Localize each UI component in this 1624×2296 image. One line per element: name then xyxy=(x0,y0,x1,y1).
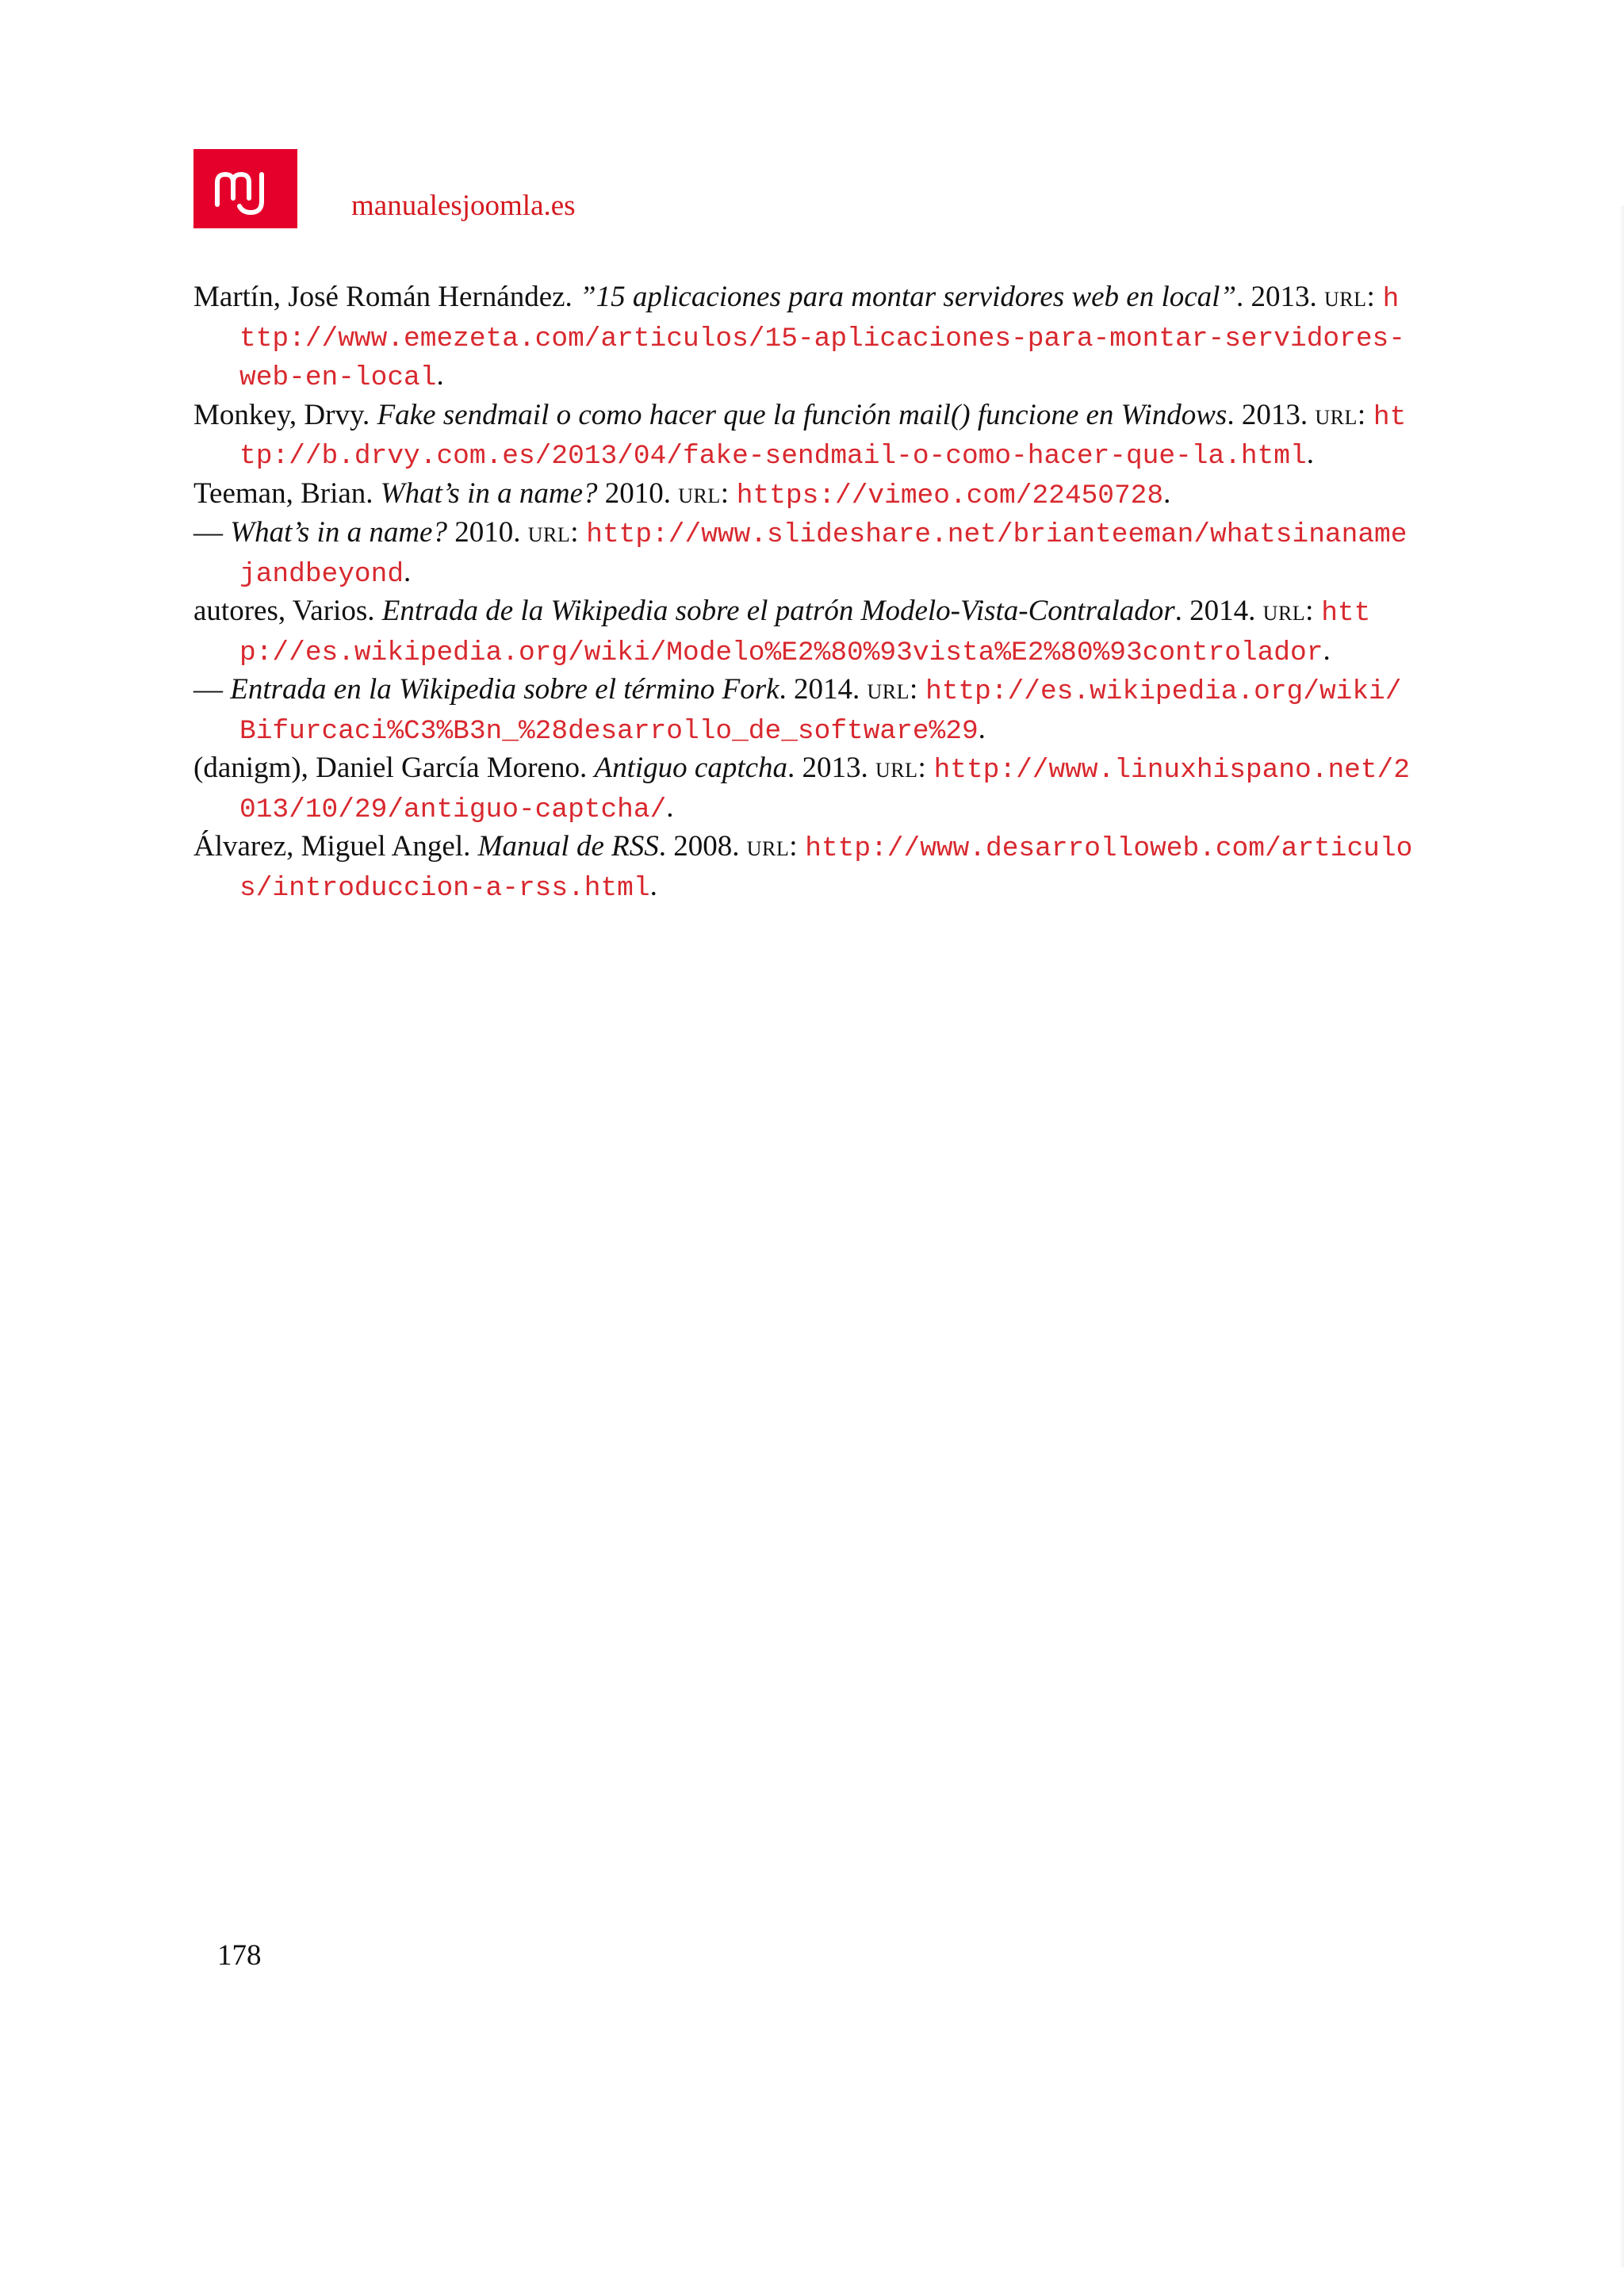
url-label: url : xyxy=(875,752,926,784)
entry-title: ”15 aplicaciones para montar servidores web en local” xyxy=(580,281,1237,313)
entry-end: . xyxy=(1306,438,1314,470)
bibliography-entry xyxy=(193,672,1415,750)
page-number: 178 xyxy=(217,1939,262,1972)
entry-end: . xyxy=(978,712,986,745)
entry-end: . xyxy=(404,555,412,588)
entry-year: . 2013. xyxy=(787,752,868,784)
entry-year: 2010. xyxy=(446,516,521,549)
url-label: url : xyxy=(528,516,579,549)
site-name: manualesjoomla.es xyxy=(351,189,576,222)
entry-title: Entrada en la Wikipedia sobre el término Fork xyxy=(230,673,779,706)
url-label: url : xyxy=(1324,281,1375,313)
url-label: url : xyxy=(678,477,729,510)
entry-author: autores, Varios. xyxy=(193,595,375,627)
entry-year: . 2014. xyxy=(1174,595,1256,627)
entry-title: Fake sendmail o como hacer que la función mail() funcione en Windows xyxy=(377,398,1228,431)
entry-year: . 2014. xyxy=(779,673,860,706)
entry-title: What’s in a name? xyxy=(380,476,598,510)
bibliography-entry xyxy=(193,828,1415,907)
entry-author: Monkey, Drvy. xyxy=(193,398,370,431)
entry-end: . xyxy=(1163,476,1171,510)
entry-year: . 2013. xyxy=(1236,281,1317,313)
entry-url-link[interactable]: https://vimeo.com/22450728 xyxy=(736,480,1164,511)
entry-title: Entrada de la Wikipedia sobre el patrón Modelo-Vista-Contralador xyxy=(381,595,1175,627)
entry-url-link[interactable]: http://es.wikipedia.org/wiki/Bifurcaci%C3%B3n_%28desarrollo_de_software%29 xyxy=(239,676,1402,747)
bibliography-entry xyxy=(193,476,1415,515)
entry-url-link[interactable]: http://www.desarrolloweb.com/articulos/introduccion-a-rss.html xyxy=(239,833,1413,904)
entry-year: . 2008. xyxy=(658,830,740,863)
entry-end: . xyxy=(666,790,674,824)
entry-title: Antiguo captcha xyxy=(594,752,788,784)
entry-end: . xyxy=(436,359,444,392)
bibliography-entry xyxy=(193,397,1415,476)
bibliography-entry xyxy=(193,750,1415,828)
entry-author: Teeman, Brian. xyxy=(193,476,373,510)
manualesjoomla-logo xyxy=(193,149,297,228)
page-edge-shadow xyxy=(1619,206,1624,2267)
entry-url-link[interactable]: http://www.emezeta.com/articulos/15-aplicaciones-para-montar-servidores-web-en-local xyxy=(239,284,1405,393)
entry-title: Manual de RSS xyxy=(477,830,659,863)
url-label: url : xyxy=(747,830,798,863)
entry-end: . xyxy=(649,869,657,902)
entry-year: . 2013. xyxy=(1227,398,1308,431)
entry-author: Martín, José Román Hernández. xyxy=(193,281,573,313)
mj-logo-icon xyxy=(193,149,297,228)
entry-url-link[interactable]: http://www.slideshare.net/brianteeman/whatsinanamejandbeyond xyxy=(239,519,1408,590)
url-label: url : xyxy=(1315,399,1365,431)
bibliography-entry xyxy=(193,515,1415,593)
bibliography-entry xyxy=(193,279,1415,397)
bibliography-entry xyxy=(193,593,1415,672)
entry-author-dash: — xyxy=(193,516,223,549)
entry-url-link[interactable]: http://b.drvy.com.es/2013/04/fake-sendmail-o-como-hacer-que-la.html xyxy=(239,401,1407,472)
entry-url-link[interactable]: http://es.wikipedia.org/wiki/Modelo%E2%80%93vista%E2%80%93controlador xyxy=(239,598,1371,668)
entry-year: 2010. xyxy=(597,476,672,510)
bibliography-list xyxy=(193,279,1415,907)
entry-url-link[interactable]: http://www.linuxhispano.net/2013/10/29/antiguo-captcha/ xyxy=(239,755,1410,825)
url-label: url : xyxy=(1263,595,1314,627)
entry-author: Álvarez, Miguel Angel. xyxy=(193,830,471,863)
entry-author-dash: — xyxy=(193,673,223,706)
entry-author: (danigm), Daniel García Moreno. xyxy=(193,752,588,784)
url-label: url : xyxy=(868,673,918,706)
entry-title: What’s in a name? xyxy=(230,516,447,549)
entry-end: . xyxy=(1323,633,1331,667)
